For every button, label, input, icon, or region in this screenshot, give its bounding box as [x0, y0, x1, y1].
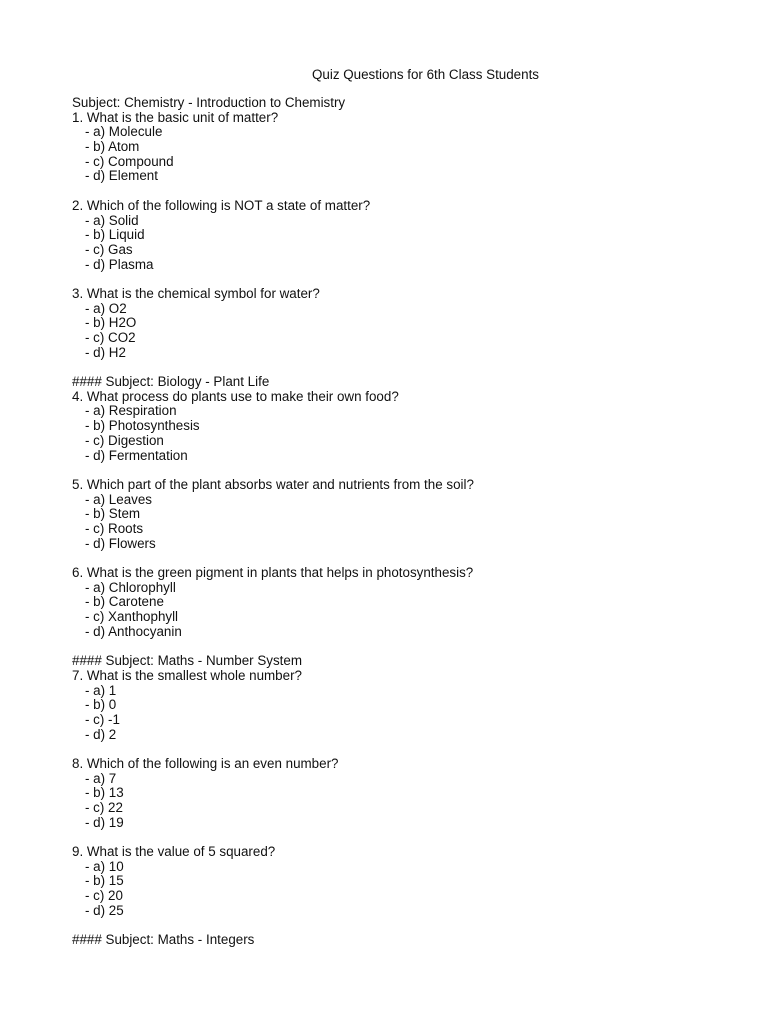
answer-option: - c) CO2	[85, 330, 136, 345]
answer-option: - d) Anthocyanin	[85, 623, 182, 639]
answer-option: - b) Carotene	[85, 594, 164, 610]
question-text: 9. What is the value of 5 squared?	[72, 844, 276, 860]
blank-line	[72, 742, 752, 757]
blank-line	[72, 919, 752, 934]
answer-option: - a) Leaves	[85, 491, 152, 507]
answer-option: - a) Solid	[85, 212, 139, 228]
answer-option: - d) Plasma	[85, 256, 154, 272]
blank-line	[72, 830, 752, 845]
answer-option: - c) -1	[85, 711, 120, 727]
question-text: 4. What process do plants use to make their own food?	[72, 388, 399, 404]
answer-option: - d) 25	[85, 902, 124, 918]
blank-line	[72, 463, 752, 478]
answer-option: - d) 19	[85, 814, 124, 830]
section-heading: #### Subject: Maths - Number System	[72, 653, 302, 669]
section-heading: #### Subject: Biology - Plant Life	[72, 374, 270, 390]
answer-option: - c) Compound	[85, 153, 174, 169]
answer-option: - d) 2	[85, 726, 117, 742]
question-text: 5. Which part of the plant absorbs water and nutrients from the soil?	[72, 476, 474, 492]
question-text: 6. What is the green pigment in plants that helps in photosynthesis?	[72, 565, 474, 580]
question-text: 2. Which of the following is NOT a state of matter?	[72, 197, 371, 213]
answer-option: - a) 10	[85, 858, 124, 874]
question-text: 8. Which of the following is an even number?	[72, 755, 339, 771]
section-heading: Subject: Chemistry - Introduction to Chemistry	[72, 95, 346, 110]
blank-line	[72, 360, 752, 375]
answer-option: - c) Roots	[85, 520, 144, 536]
question-text: 3. What is the chemical symbol for water?	[72, 285, 320, 301]
answer-option: - b) Photosynthesis	[85, 418, 200, 434]
question-text: 7. What is the smallest whole number?	[72, 667, 302, 683]
document-title: Quiz Questions for 6th Class Students	[311, 67, 539, 82]
answer-option: - b) 15	[85, 873, 124, 889]
answer-option: - a) Chlorophyll	[85, 579, 176, 595]
answer-option: - b) H2O	[85, 315, 137, 331]
answer-option: - a) 7	[85, 770, 117, 786]
blank-line	[72, 272, 752, 287]
answer-option: - a) Molecule	[85, 124, 163, 140]
section-heading: #### Subject: Maths - Integers	[72, 932, 255, 948]
blank-line	[72, 184, 752, 199]
answer-option: - a) O2	[85, 300, 127, 316]
blank-line	[72, 639, 752, 654]
question-text: 1. What is the basic unit of matter?	[72, 109, 279, 125]
answer-option: - d) Flowers	[85, 535, 156, 551]
answer-option: - c) Gas	[85, 241, 133, 257]
answer-option: - c) Digestion	[85, 432, 164, 448]
answer-option: - a) Respiration	[85, 403, 177, 419]
answer-option: - c) 20	[85, 888, 123, 904]
answer-option: - d) Element	[85, 168, 158, 184]
answer-option: - c) Xanthophyll	[85, 609, 179, 625]
answer-option: - b) Stem	[85, 506, 141, 522]
answer-option: - a) 1	[85, 682, 117, 698]
answer-option: - d) Fermentation	[85, 447, 188, 463]
quiz-content	[72, 96, 752, 948]
answer-option: - d) H2	[85, 344, 126, 360]
answer-option: - b) Liquid	[85, 227, 145, 243]
answer-option: - c) 22	[85, 800, 123, 815]
blank-line	[72, 551, 752, 566]
answer-option: - b) 0	[85, 697, 117, 713]
answer-option: - b) 13	[85, 785, 124, 801]
answer-option: - b) Atom	[85, 139, 140, 155]
